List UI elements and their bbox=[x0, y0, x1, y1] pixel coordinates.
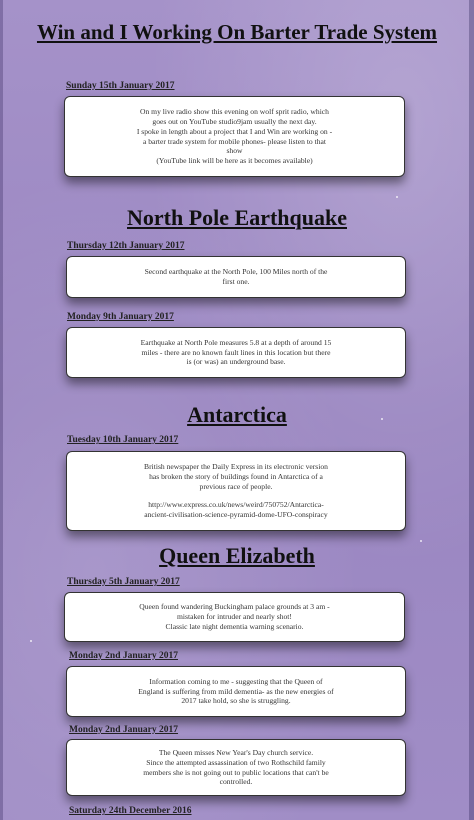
entry-date: Thursday 12th January 2017 bbox=[67, 241, 185, 251]
entry-date: Sunday 15th January 2017 bbox=[66, 81, 175, 91]
entry-date: Monday 2nd January 2017 bbox=[69, 725, 179, 735]
entry-text: Second earthquake at the North Pole, 100 Miles north of the first one. bbox=[144, 267, 328, 286]
entry-box bbox=[66, 666, 406, 717]
entry-date: Thursday 5th January 2017 bbox=[67, 577, 180, 587]
entry-date: Monday 9th January 2017 bbox=[67, 312, 174, 322]
article-link[interactable]: http://www.express.co.uk/news/weird/750752/Antarctica- ancient-civilisation-science-pyramid-dome-UFO-conspiracy bbox=[144, 500, 328, 520]
entry-text: On my live radio show this evening on wolf sprit radio, which goes out on YouTube studio9jam usually the next day. I spoke in length about a project that I and Win are working on - a barter trade system for mobile phones- please listen to that show (YouTube link will be here as it becomes available) bbox=[136, 107, 333, 166]
entry-box bbox=[66, 451, 406, 531]
section-title: Win and I Working On Barter Trade System bbox=[36, 20, 438, 44]
section-title: North Pole Earthquake bbox=[127, 205, 347, 230]
entry-text: Information coming to me - suggesting that the Queen of England is suffering from mild dementia- as the new energies of 2017 take hold, so she is struggling. bbox=[138, 676, 334, 706]
entry-box bbox=[66, 256, 406, 298]
entry-box bbox=[66, 327, 406, 378]
entry-text: Earthquake at North Pole measures 5.8 at a depth of around 15 miles - there are no known fault lines in this location but there is (or was) an underground base. bbox=[140, 337, 332, 367]
entry-text: Queen found wandering Buckingham palace grounds at 3 am - mistaken for intruder and nearly shot! Classic late night dementia warning scenario. bbox=[139, 602, 330, 631]
entry-text: British newspaper the Daily Express in its electronic version has broken the story of buildings found in Antarctica of a previous race of people. bbox=[144, 462, 328, 491]
section-title: Queen Elizabeth bbox=[159, 543, 315, 568]
entry-box bbox=[64, 592, 405, 642]
entry-box bbox=[66, 739, 406, 796]
entry-date: Saturday 24th December 2016 bbox=[69, 806, 192, 816]
section-title: Antarctica bbox=[187, 402, 287, 427]
entry-text: The Queen misses New Year's Day church service. Since the attempted assassination of two Rothschild family members she is not going out to public locations that can't be controlled. bbox=[143, 747, 329, 787]
entry-date: Tuesday 10th January 2017 bbox=[67, 435, 179, 445]
entry-box bbox=[64, 96, 405, 177]
background-star bbox=[30, 640, 32, 642]
background-star bbox=[396, 196, 398, 198]
entry-date: Monday 2nd January 2017 bbox=[69, 651, 179, 661]
